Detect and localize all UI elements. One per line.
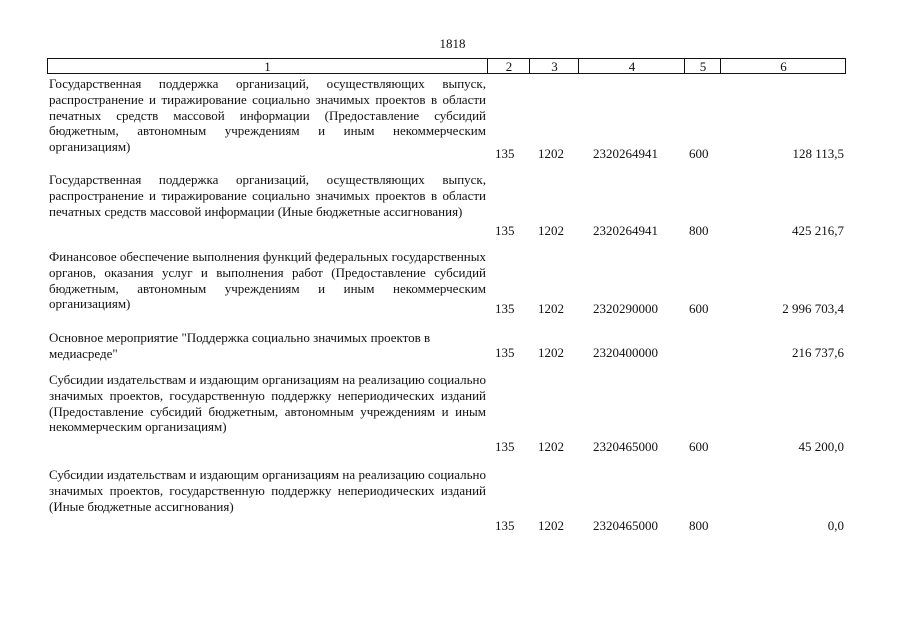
column-header-row [47, 58, 846, 74]
row-description: Субсидии издательствам и издающим организациям на реализацию социально значимых проектов, государственную поддержку непериодических изданий (Предоставление субсидий бюджетным, автономным учреждениям и иным некоммерческим организациям) [49, 372, 486, 435]
column-header-5: 5 [684, 59, 721, 73]
table-row [47, 330, 846, 364]
page-number: 1818 [439, 36, 466, 51]
row-code-5: 600 [689, 301, 709, 316]
row-description: Основное мероприятие "Поддержка социально значимых проектов в медиасреде" [49, 330, 431, 361]
row-amount: 128 113,5 [792, 146, 844, 161]
row-amount: 425 216,7 [792, 223, 844, 238]
row-code-5: 600 [689, 439, 709, 454]
row-code-3: 1202 [538, 301, 564, 316]
table-row [47, 76, 846, 164]
row-amount: 45 200,0 [798, 439, 844, 454]
row-code-2: 135 [495, 146, 515, 161]
row-code-4: 2320264941 [593, 223, 658, 238]
table-row [47, 372, 846, 458]
row-amount: 216 737,6 [792, 345, 844, 360]
row-code-4: 2320264941 [593, 146, 658, 161]
row-code-2: 135 [495, 439, 515, 454]
row-code-3: 1202 [538, 146, 564, 161]
table-row [47, 249, 846, 319]
row-amount: 0,0 [827, 518, 844, 533]
row-code-4: 2320400000 [593, 345, 658, 360]
table-row [47, 172, 846, 242]
row-code-2: 135 [495, 301, 515, 316]
row-description: Государственная поддержка организаций, осуществляющих выпуск, распространение и тиражирование социально значимых проектов в области печатных средств массовой информации (Иные бюджетные ассигнования) [49, 172, 486, 219]
column-header-3: 3 [529, 59, 579, 73]
row-code-3: 1202 [538, 345, 564, 360]
column-header-6: 6 [720, 59, 846, 73]
row-description: Финансовое обеспечение выполнения функций федеральных государственных органов, оказания услуг и выполнения работ (Предоставление субсидий бюджетным, автономным учреждениям и иным некоммерческим организациям) [49, 249, 486, 312]
row-amount: 2 996 703,4 [782, 301, 844, 316]
row-code-5: 800 [689, 223, 709, 238]
column-header-2: 2 [487, 59, 530, 73]
row-code-5: 600 [689, 146, 709, 161]
row-code-3: 1202 [538, 223, 564, 238]
column-header-4: 4 [578, 59, 685, 73]
row-description: Государственная поддержка организаций, осуществляющих выпуск, распространение и тиражирование социально значимых проектов в области печатных средств массовой информации (Предоставление субсидий бюджетным, автономным учреждениям и иным некоммерческим организациям) [49, 76, 486, 155]
row-code-4: 2320290000 [593, 301, 658, 316]
row-code-4: 2320465000 [593, 518, 658, 533]
row-code-2: 135 [495, 518, 515, 533]
row-description: Субсидии издательствам и издающим организациям на реализацию социально значимых проектов, государственную поддержку непериодических изданий (Иные бюджетные ассигнования) [49, 467, 486, 514]
row-code-5: 800 [689, 518, 709, 533]
row-code-3: 1202 [538, 439, 564, 454]
row-code-2: 135 [495, 223, 515, 238]
row-code-2: 135 [495, 345, 515, 360]
table-row [47, 467, 846, 537]
row-code-3: 1202 [538, 518, 564, 533]
column-header-1: 1 [264, 59, 271, 74]
row-code-4: 2320465000 [593, 439, 658, 454]
